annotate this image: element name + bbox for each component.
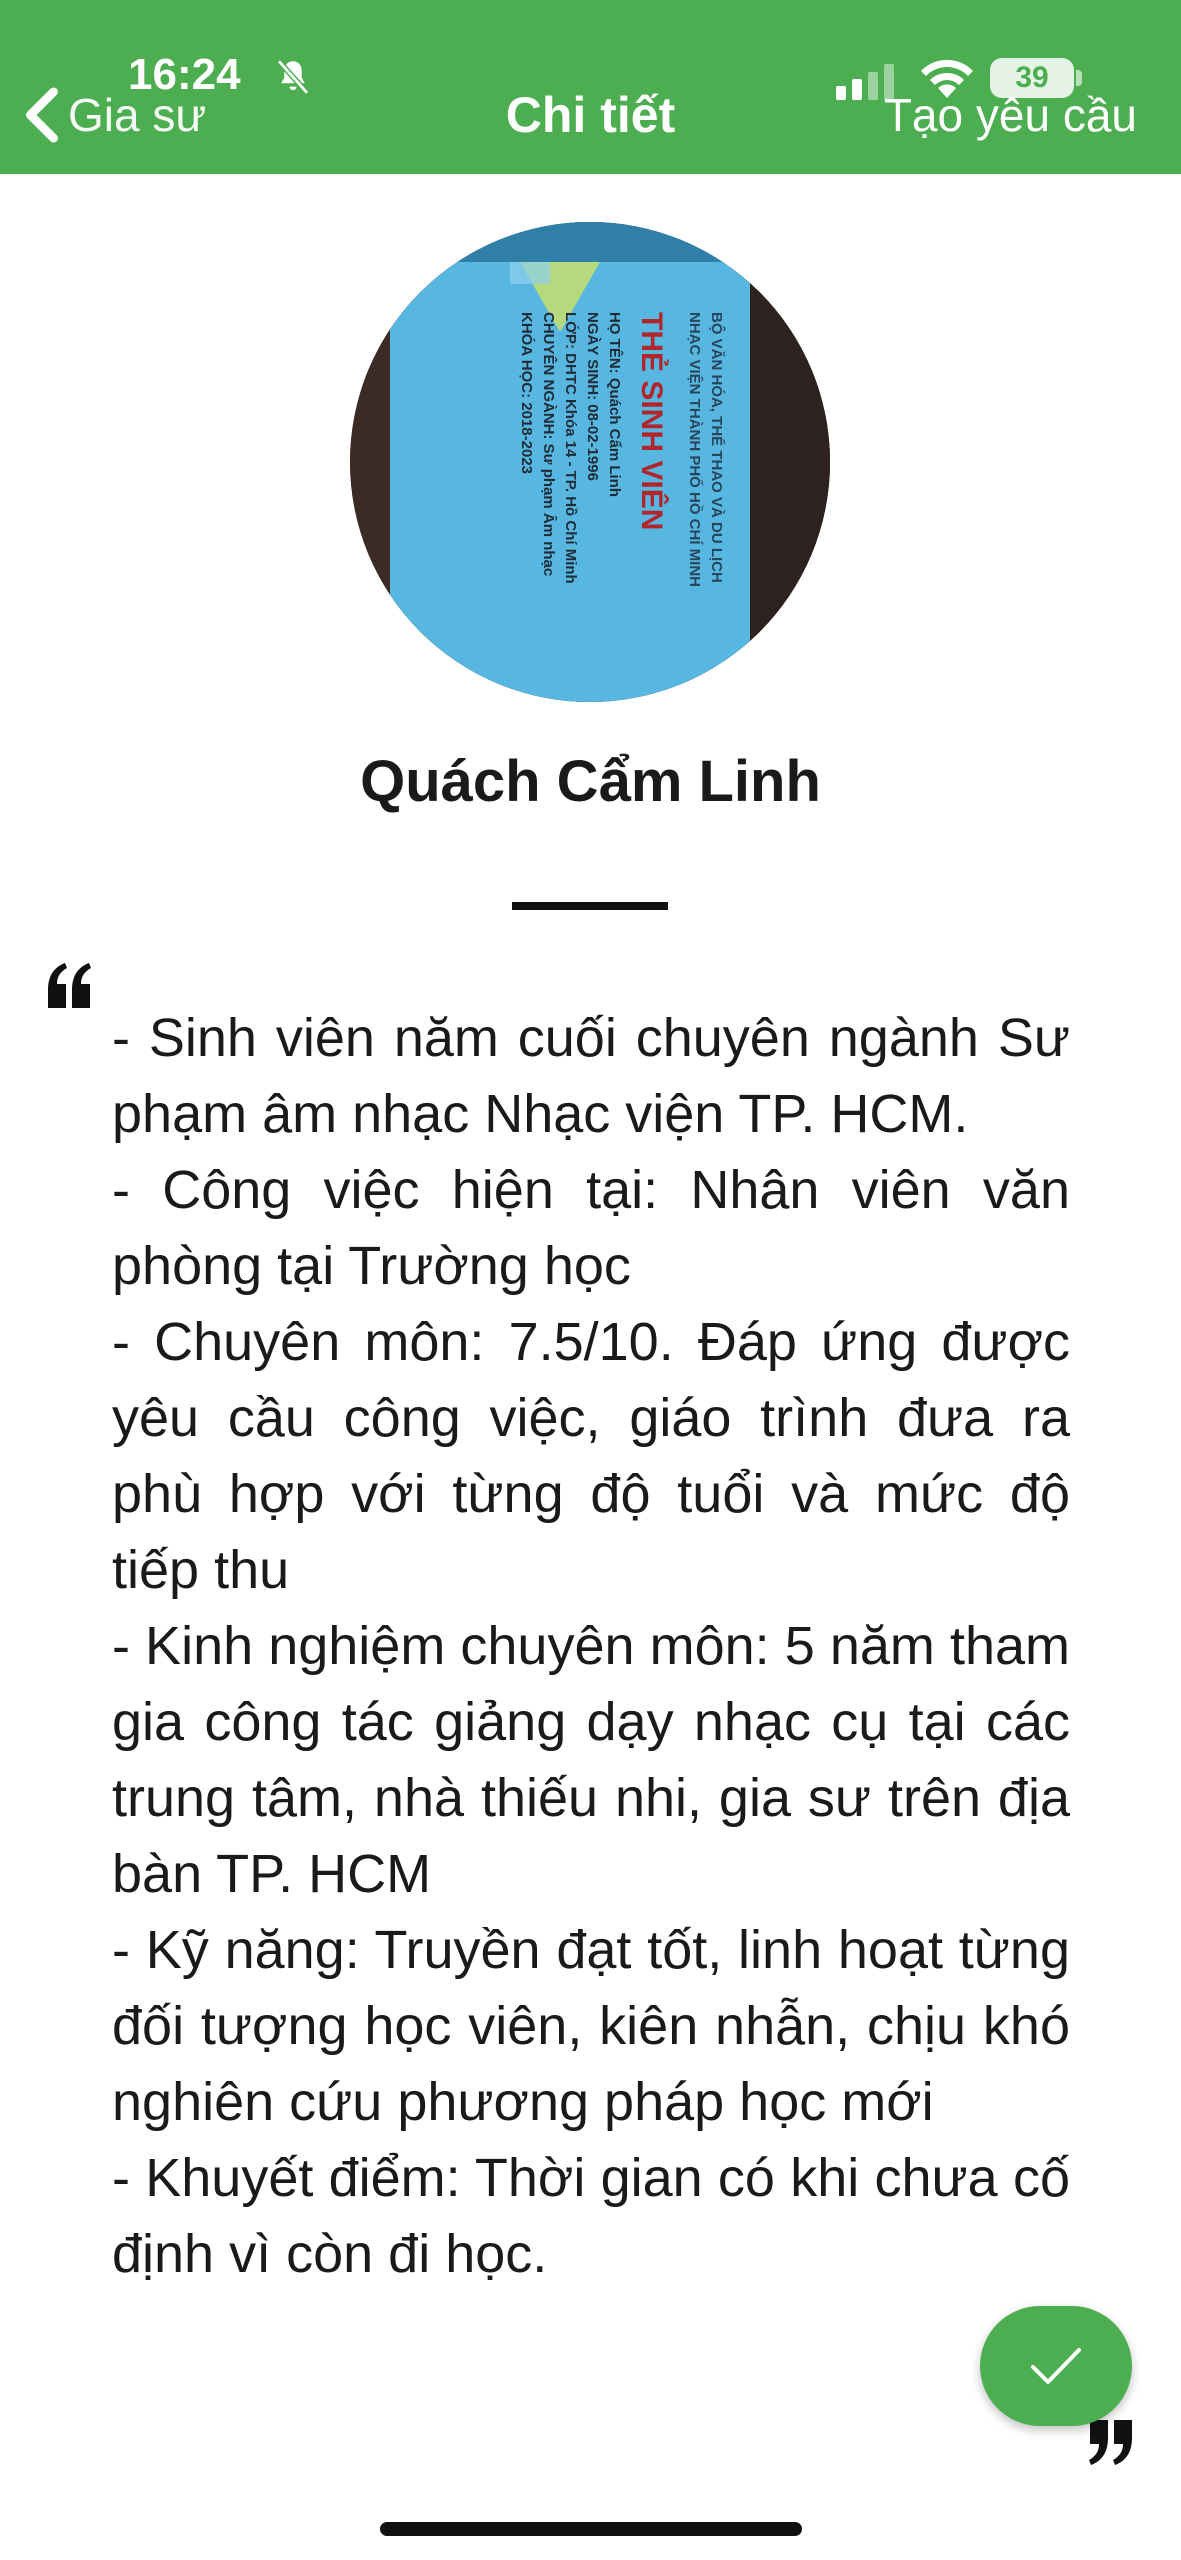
bio-line-current-job: - Công việc hiện tại: Nhân viên văn phòng tại Trường học bbox=[112, 1160, 1070, 1296]
bio-line-skills: - Kỹ năng: Truyền đạt tốt, linh hoạt từng đối tượng học viên, kiên nhẫn, chịu khó nghiên cứu phương pháp học mới bbox=[112, 1920, 1070, 2132]
back-button[interactable] bbox=[22, 80, 206, 150]
bio-line-weakness: - Khuyết điểm: Thời gian có khi chưa cố định vì còn đi học. bbox=[112, 2148, 1070, 2284]
card-line-5: KHÓA HỌC: 2018-2023 bbox=[518, 312, 535, 475]
card-header-2: NHẠC VIỆN THÀNH PHỐ HỒ CHÍ MINH bbox=[686, 312, 703, 588]
card-line-2: NGÀY SINH: 08-02-1996 bbox=[584, 312, 601, 481]
bio-line-education: - Sinh viên năm cuối chuyên ngành Sư phạm âm nhạc Nhạc viện TP. HCM. bbox=[112, 1008, 1070, 1144]
back-label: Gia sư bbox=[68, 89, 207, 141]
card-line-3: LỚP: DHTC Khóa 14 - TP. Hồ Chí Minh bbox=[562, 312, 579, 584]
quote-close-icon bbox=[1086, 2420, 1136, 2466]
quote-open-icon bbox=[44, 962, 94, 1008]
page-title: Chi tiết bbox=[505, 87, 676, 143]
card-header-1: BỘ VĂN HÓA, THỂ THAO VÀ DU LỊCH bbox=[708, 312, 725, 583]
top-bar bbox=[0, 0, 1181, 174]
bell-slash-icon bbox=[272, 56, 314, 98]
card-line-4: CHUYÊN NGÀNH: Sư phạm Âm nhạc bbox=[540, 312, 557, 577]
check-icon bbox=[1029, 2345, 1083, 2387]
battery-tip bbox=[1076, 70, 1082, 86]
name-divider bbox=[512, 902, 668, 910]
chevron-left-icon bbox=[22, 86, 62, 144]
tutor-name: Quách Cẩm Linh bbox=[360, 749, 821, 814]
bio-line-experience: - Kinh nghiệm chuyên môn: 5 năm tham gia công tác giảng dạy nhạc cụ tại các trung tâm, nhà thiếu nhi, gia sư trên địa bàn TP. HCM bbox=[112, 1616, 1070, 1904]
confirm-fab-button[interactable] bbox=[980, 2306, 1132, 2426]
battery-indicator: 39 bbox=[990, 58, 1074, 98]
create-request-button[interactable]: Tạo yêu cầu bbox=[883, 89, 1137, 141]
bio-line-expertise: - Chuyên môn: 7.5/10. Đáp ứng được yêu cầu công việc, giáo trình đưa ra phù hợp với từng độ tuổi và mức độ tiếp thu bbox=[112, 1312, 1070, 1600]
home-indicator bbox=[380, 2522, 802, 2536]
card-line-1: HỌ TÊN: Quách Cẩm Linh bbox=[606, 312, 623, 498]
avatar-student-card-image bbox=[350, 222, 830, 702]
avatar bbox=[350, 222, 830, 702]
card-title: THẺ SINH VIÊN bbox=[635, 312, 668, 531]
tutor-bio bbox=[112, 1000, 1070, 2292]
status-time: 16:24 bbox=[128, 50, 241, 99]
